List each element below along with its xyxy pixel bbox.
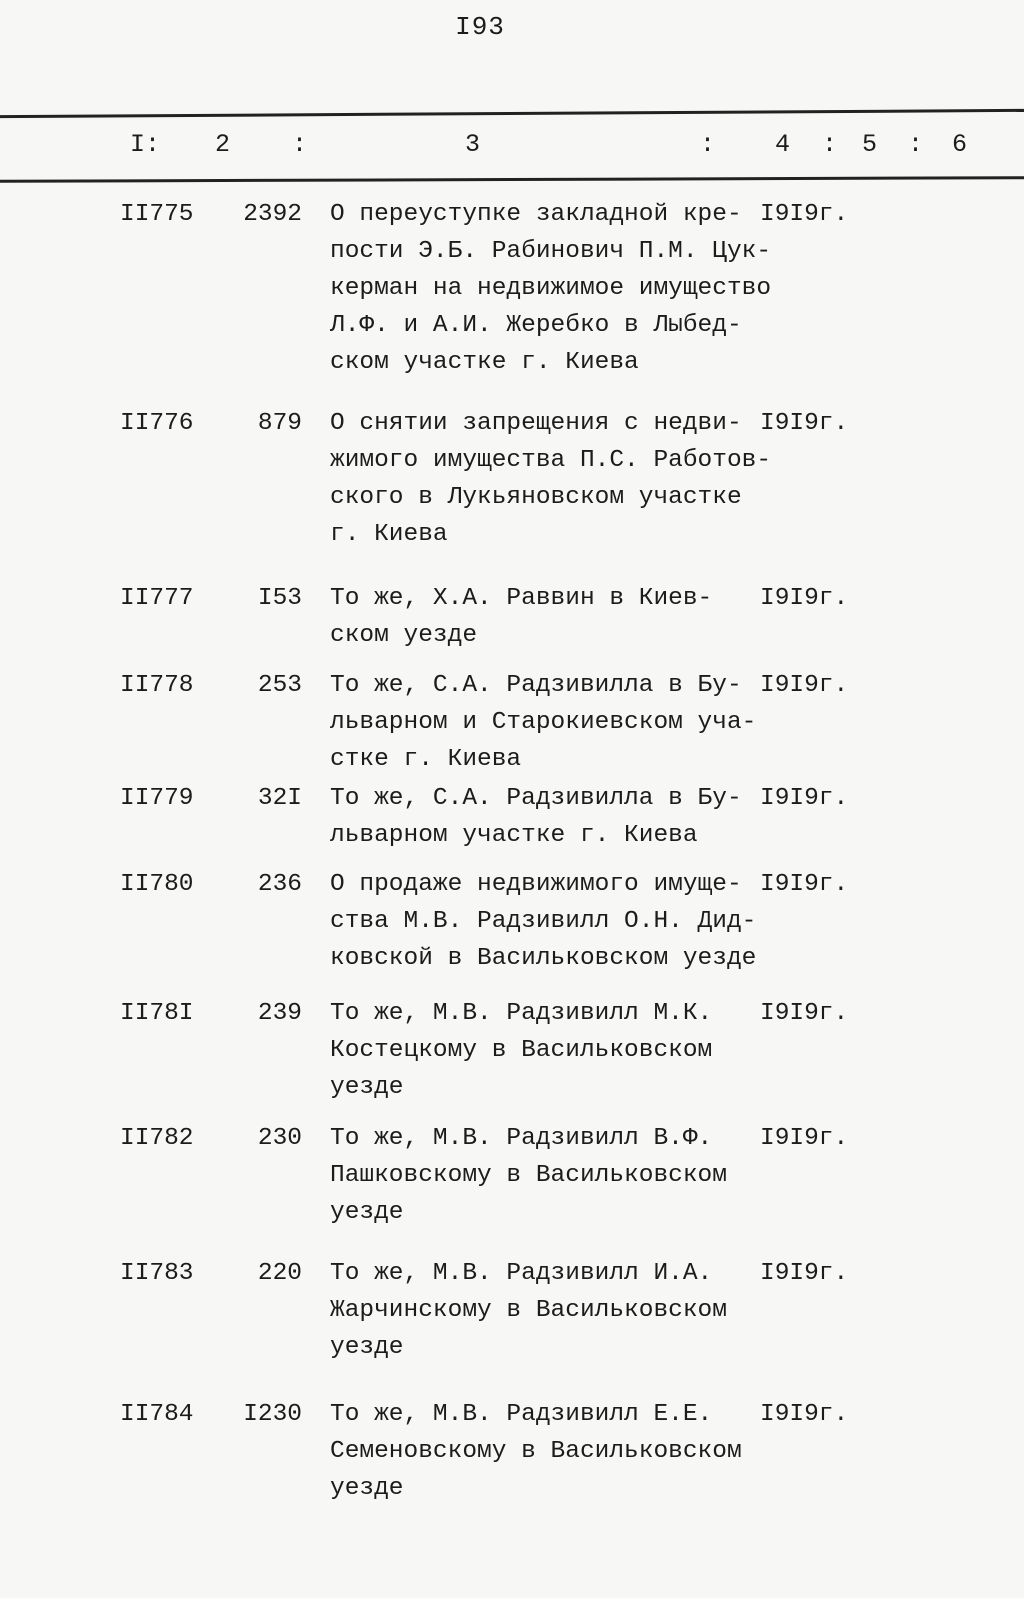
record-year: I9I9г. <box>760 585 849 612</box>
description-line: уезде <box>330 1074 404 1101</box>
header-bottom-rule <box>0 176 1024 183</box>
page-number: I93 <box>455 12 505 42</box>
record-number: II782 <box>120 1125 194 1152</box>
description-line: То же, С.А. Радзивилла в Бу- <box>330 672 742 699</box>
record-code: 253 <box>257 672 302 699</box>
record-description <box>330 1120 770 1231</box>
description-line: То же, М.В. Радзивилл Е.Е. <box>330 1401 713 1428</box>
record-year: I9I9г. <box>760 1000 849 1027</box>
description-line: То же, Х.А. Раввин в Киев- <box>330 585 713 612</box>
record-description <box>330 995 770 1106</box>
description-line: ского в Лукьяновском участке <box>330 484 742 511</box>
record-year: I9I9г. <box>760 1401 849 1428</box>
description-line: льварном и Старокиевском уча- <box>330 709 757 736</box>
description-line: О переуступке закладной кре- <box>330 201 742 228</box>
record-description <box>330 667 770 778</box>
record-number: II78I <box>120 1000 194 1027</box>
description-line: То же, М.В. Радзивилл М.К. <box>330 1000 713 1027</box>
description-line: уезде <box>330 1199 404 1226</box>
description-line: жимого имущества П.С. Работов- <box>330 447 772 474</box>
column-header-3: 3 <box>465 130 481 159</box>
description-line: ском уезде <box>330 622 478 649</box>
record-number: II780 <box>120 871 194 898</box>
description-line: ском участке г. Киева <box>330 349 639 376</box>
description-line: уезде <box>330 1475 404 1502</box>
column-separator: : <box>908 130 924 159</box>
description-line: То же, М.В. Радзивилл В.Ф. <box>330 1125 713 1152</box>
description-line: льварном участке г. Киева <box>330 822 698 849</box>
record-code: 236 <box>257 871 302 898</box>
column-header-2: 2 <box>215 130 231 159</box>
description-line: Пашковскому в Васильковском <box>330 1162 727 1189</box>
description-line: ства М.В. Радзивилл О.Н. Дид- <box>330 908 757 935</box>
record-number: II776 <box>120 410 194 437</box>
header-top-rule <box>0 109 1024 118</box>
record-code: 220 <box>257 1260 302 1287</box>
column-header-4: 4 <box>775 130 791 159</box>
record-description <box>330 866 770 977</box>
record-year: I9I9г. <box>760 201 849 228</box>
description-line: ковской в Васильковском уезде <box>330 945 757 972</box>
record-description <box>330 1255 770 1366</box>
record-year: I9I9г. <box>760 1260 849 1287</box>
description-line: Жарчинскому в Васильковском <box>330 1297 727 1324</box>
description-line: Л.Ф. и А.И. Жеребко в Лыбед- <box>330 312 742 339</box>
description-line: О продаже недвижимого имуще- <box>330 871 742 898</box>
record-number: II777 <box>120 585 194 612</box>
description-line: керман на недвижимое имущество <box>330 275 772 302</box>
record-code: 230 <box>257 1125 302 1152</box>
record-description <box>330 1396 770 1507</box>
description-line: Семеновскому в Васильковском <box>330 1438 742 1465</box>
column-header-1: I: <box>130 130 161 159</box>
column-header <box>0 124 1024 168</box>
column-header-5: 5 <box>862 130 878 159</box>
column-separator: : <box>292 130 308 159</box>
record-code: 239 <box>257 1000 302 1027</box>
description-line: Костецкому в Васильковском <box>330 1037 713 1064</box>
record-number: II778 <box>120 672 194 699</box>
record-year: I9I9г. <box>760 785 849 812</box>
column-header-6: 6 <box>952 130 968 159</box>
record-year: I9I9г. <box>760 871 849 898</box>
description-line: О снятии запрещения с недви- <box>330 410 742 437</box>
record-code: I53 <box>257 585 302 612</box>
column-separator: : <box>822 130 838 159</box>
description-line: То же, С.А. Радзивилла в Бу- <box>330 785 742 812</box>
description-line: уезде <box>330 1334 404 1361</box>
record-year: I9I9г. <box>760 1125 849 1152</box>
description-line: г. Киева <box>330 521 448 548</box>
record-number: II779 <box>120 785 194 812</box>
record-description <box>330 405 770 553</box>
record-description <box>330 196 770 381</box>
column-separator: : <box>700 130 716 159</box>
record-code: 879 <box>257 410 302 437</box>
record-description <box>330 580 770 654</box>
description-line: пости Э.Б. Рабинович П.М. Цук- <box>330 238 772 265</box>
description-line: То же, М.В. Радзивилл И.А. <box>330 1260 713 1287</box>
record-code: 2392 <box>243 201 302 228</box>
record-number: II775 <box>120 201 194 228</box>
record-year: I9I9г. <box>760 410 849 437</box>
record-description <box>330 780 770 854</box>
record-number: II783 <box>120 1260 194 1287</box>
record-code: I230 <box>243 1401 302 1428</box>
record-code: 32I <box>257 785 302 812</box>
description-line: стке г. Киева <box>330 746 522 773</box>
record-number: II784 <box>120 1401 194 1428</box>
record-year: I9I9г. <box>760 672 849 699</box>
